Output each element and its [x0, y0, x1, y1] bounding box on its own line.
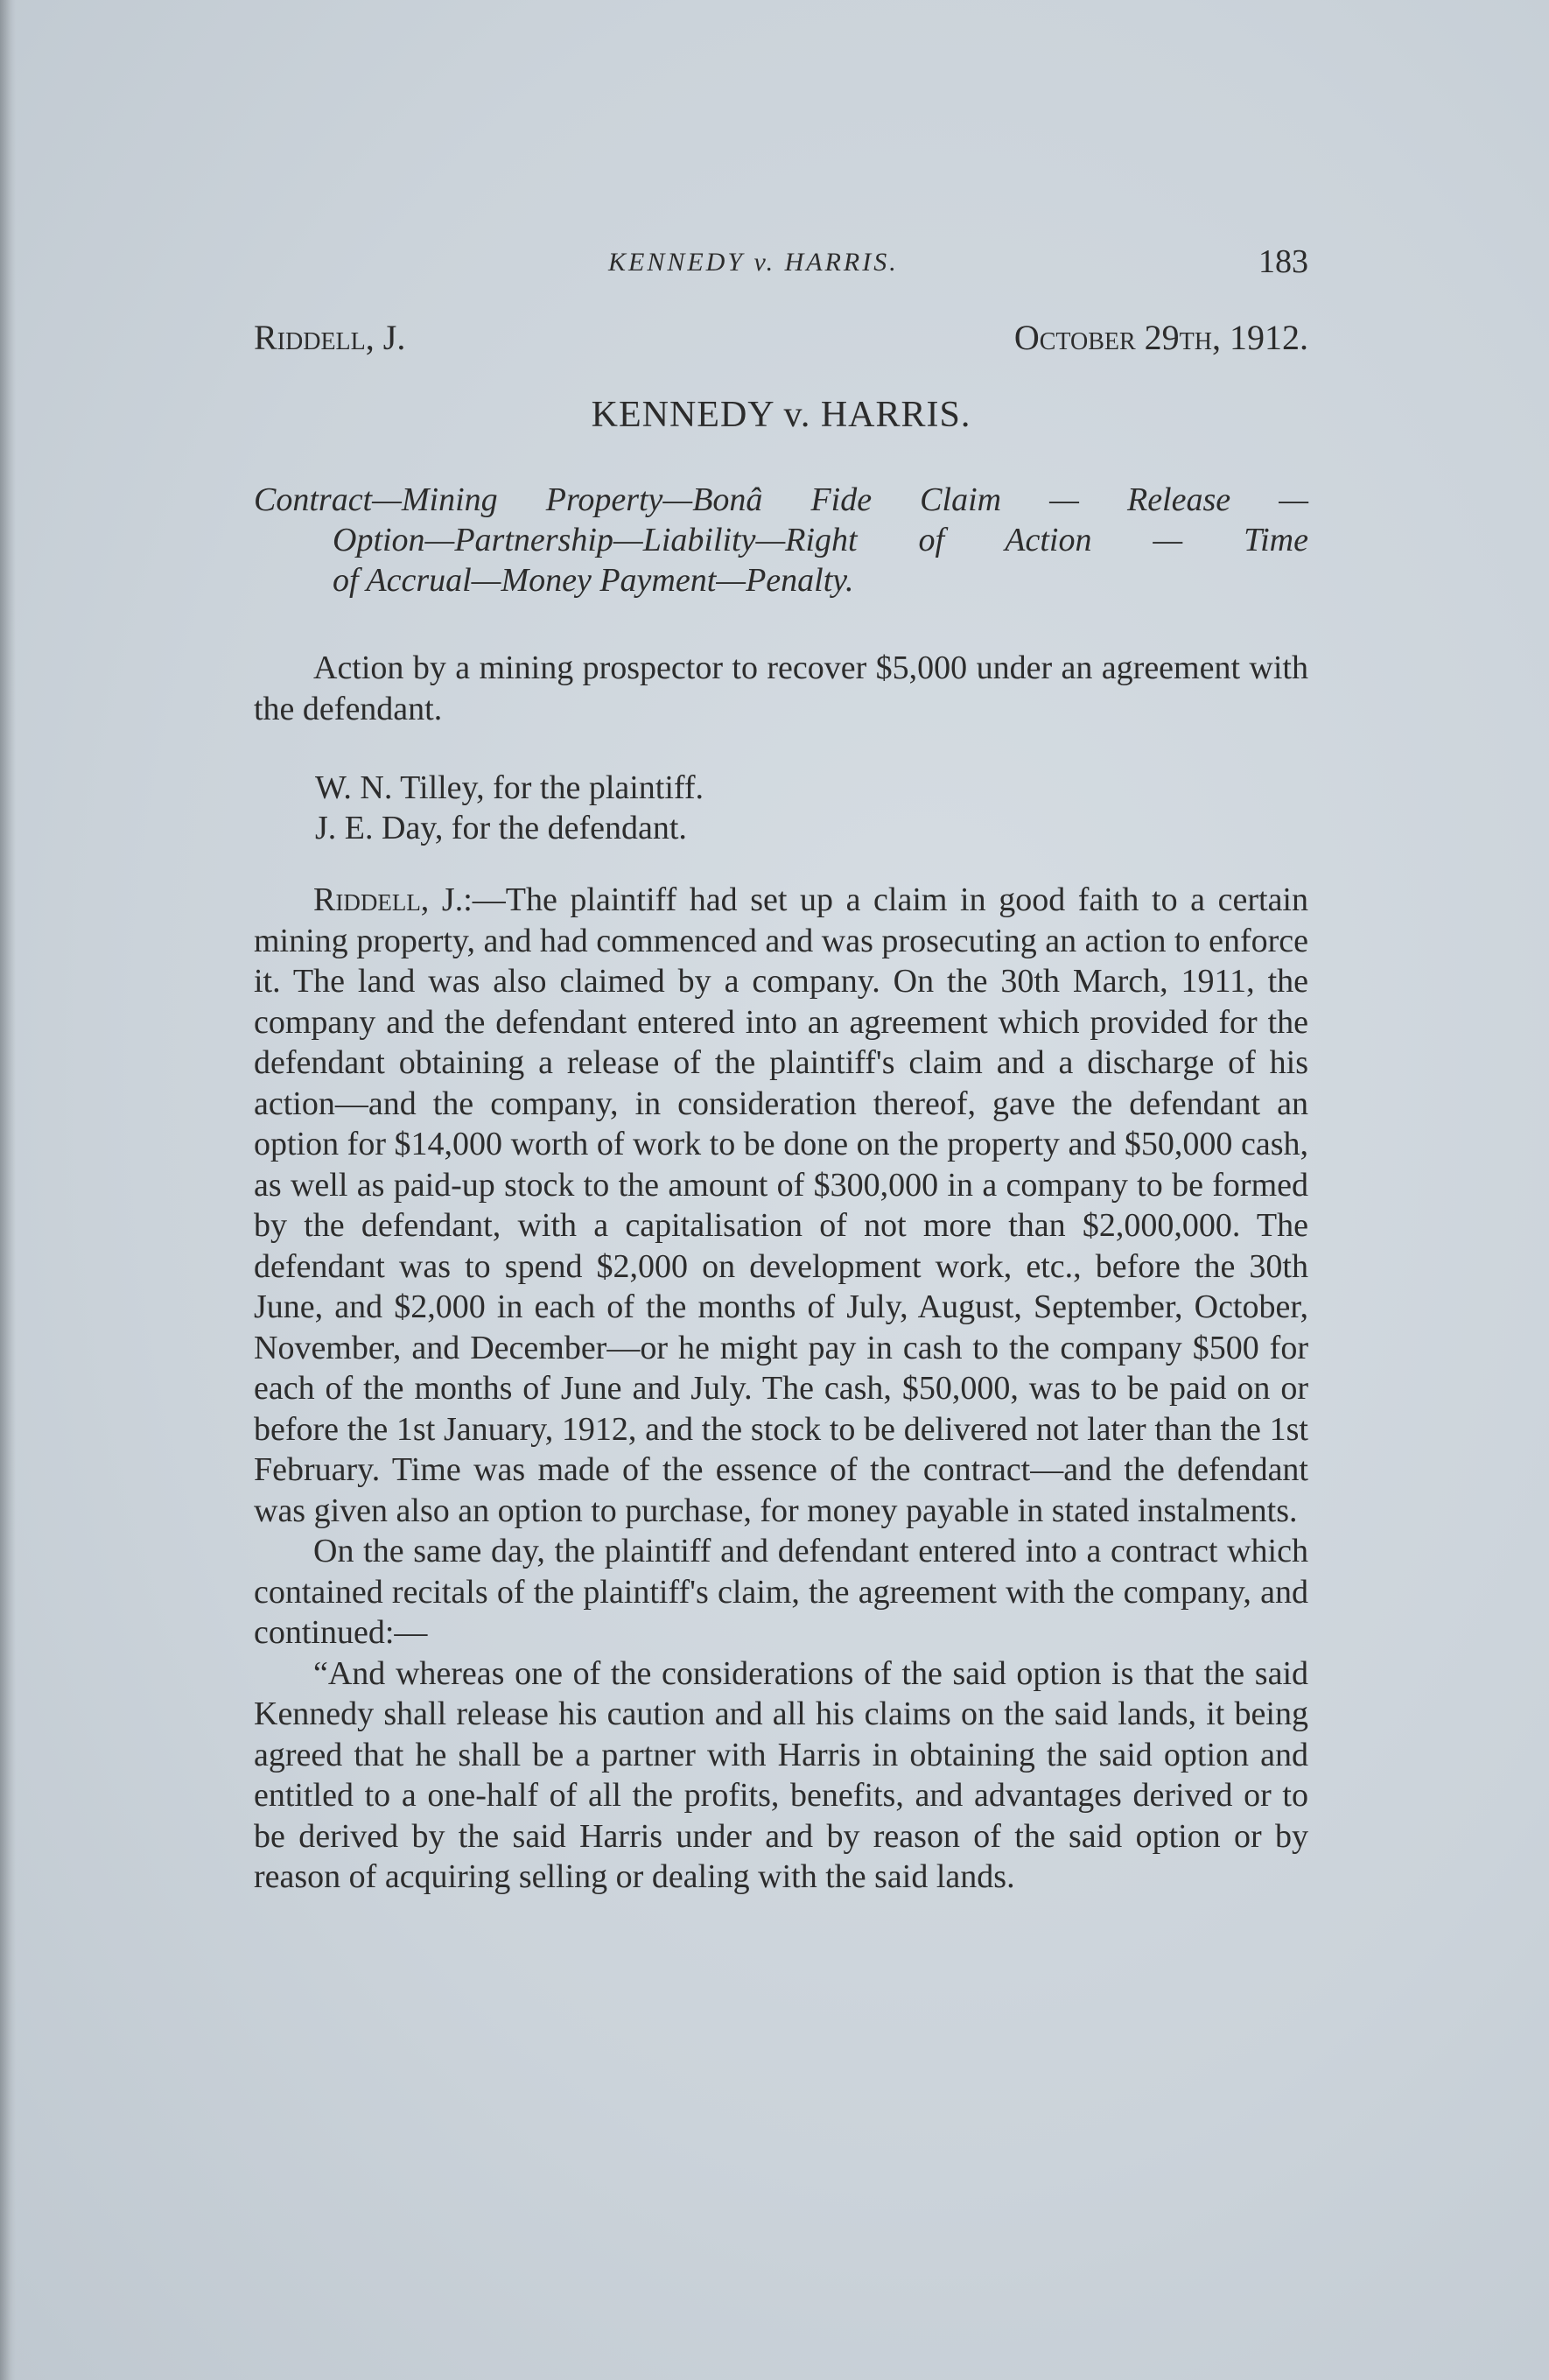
headnote-line: Option—Partnership—Liability—Right of Action — Time: [333, 522, 1308, 558]
dateline-date: October 29th, 1912.: [1013, 318, 1308, 357]
opinion-paragraph-1-text: :—The plaintiff had set up a claim in good faith to a certain mining property, and had commenced and was prosecuting an action to enforce it. The land was also claimed by a company. On the 30th March, 1911, the company and the defendant entered into an agreement which provided for the defendant obtaining a release of the plaintiff's claim and a discharge of his action—and the company, in consideration thereof, gave the defendant an option for $14,000 worth of work to be done on the property and $50,000 cash, as well as paid-up stock to the amount of $300,000 in a company to be formed by the defendant, with a capitalisation of not more than $2,000,000. The defendant was to spend $2,000 on development work, etc., before the 30th June, and $2,000 in each of the months of July, August, September, October, November, and December—or he might pay in cash to the company $500 for each of the months of June and July. The cash, $50,000, was to be paid on or before the 1st January, 1912, and the stock to be delivered not later than the 1st February. Time was made of the essence of the contract—and the defendant was given also an option to purchase, for money payable in stated instalments.: [254, 881, 1308, 1529]
counsel-plaintiff: W. N. Tilley, for the plaintiff.: [315, 769, 704, 806]
opinion-body: [254, 880, 1308, 1898]
dateline: [254, 317, 1308, 366]
page-number: 183: [1258, 243, 1308, 280]
running-head-title: KENNEDY v. HARRIS.: [608, 248, 899, 277]
headnote: [254, 480, 1308, 600]
opinion-judge-name: Riddell, J.: [313, 881, 464, 918]
running-head: [254, 241, 1308, 284]
dateline-judge: Riddell, J.: [254, 318, 406, 357]
counsel-defendant: J. E. Day, for the defendant.: [315, 810, 687, 846]
case-summary-text: Action by a mining prospector to recover $5,000 under an agreement with the defendant.: [254, 649, 1308, 727]
opinion-paragraph-3-quote: “And whereas one of the considerations of the said option is that the said Kennedy shall release his caution and all his claims on the said lands, it being agreed that he shall be a partner with Harris in obtaining the said option and entitled to a one-half of all the profits, benefits, and advantages derived or to be derived by the said Harris under and by reason of the said option or by reason of acquiring selling or dealing with the said lands.: [254, 1654, 1308, 1895]
opinion-paragraph-1: [254, 880, 1308, 1531]
page-spine-shadow: [0, 0, 16, 2380]
headnote-line: of Accrual—Money Payment—Penalty.: [333, 562, 854, 599]
case-summary: [254, 648, 1308, 729]
case-title: KENNEDY v. HARRIS.: [591, 395, 971, 435]
headnote-line: Contract—Mining Property—Bonâ Fide Claim — Release —: [254, 481, 1308, 518]
opinion-paragraph-2: On the same day, the plaintiff and defendant entered into a contract which contained recitals of the plaintiff's claim, the agreement with the company, and continued:—: [254, 1533, 1308, 1651]
